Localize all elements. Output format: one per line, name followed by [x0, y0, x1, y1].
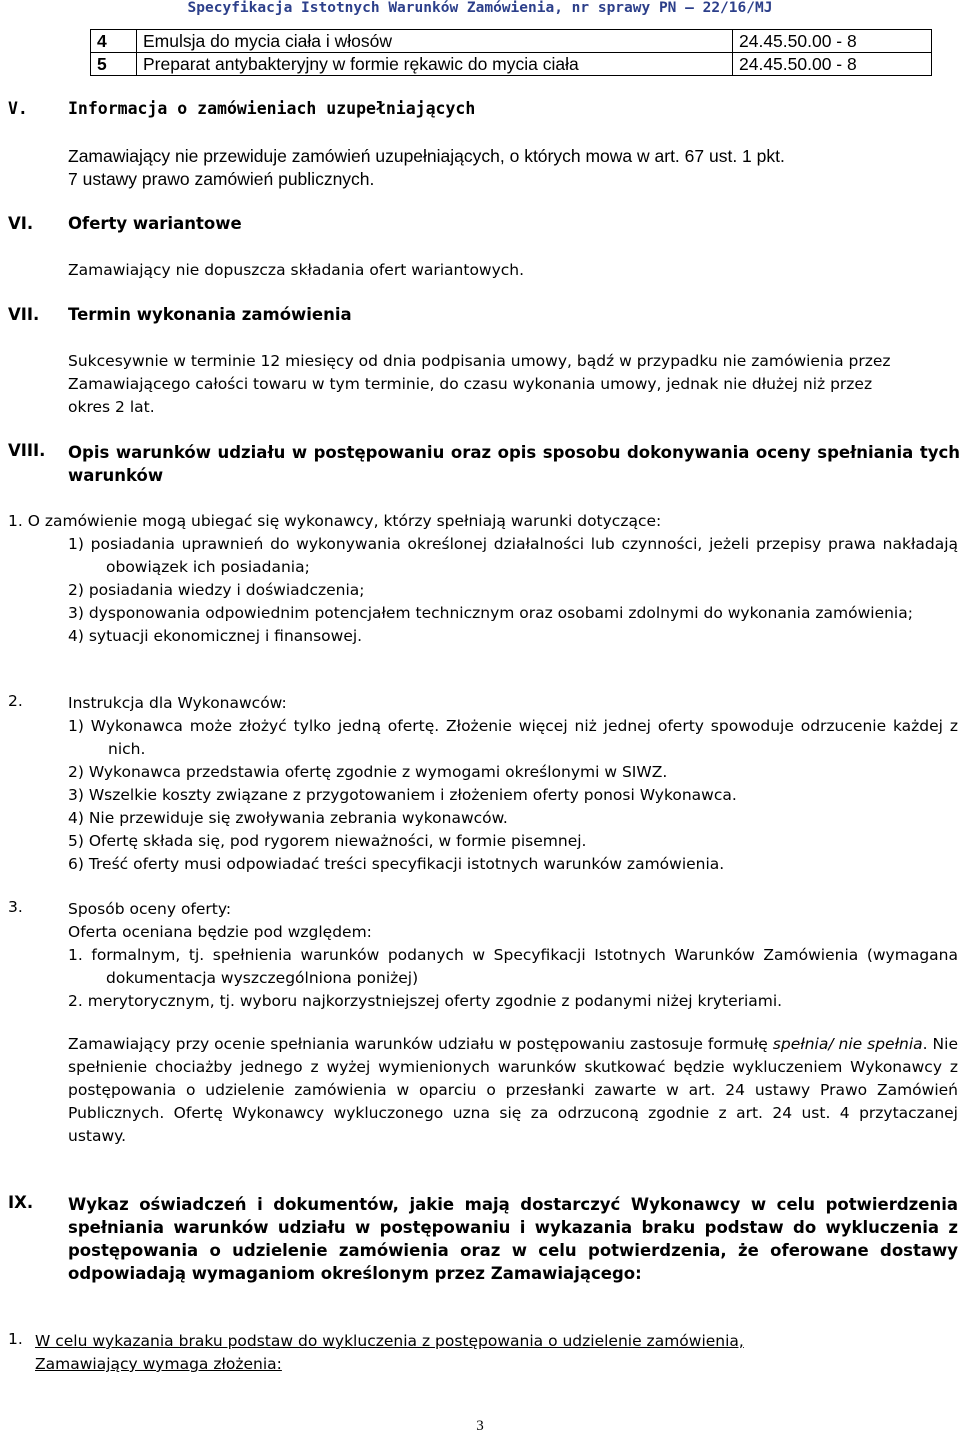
text-part: Zamawiający przy ocenie spełniania warunków udziału w postępowaniu zastosuje formułę: [68, 1035, 768, 1053]
list-item: 6) Treść oferty musi odpowiadać treści specyfikacji istotnych warunków zamówienia.: [68, 855, 725, 873]
section-number: IX.: [8, 1193, 34, 1212]
list-item: 2) posiadania wiedzy i doświadczenia;: [68, 581, 365, 599]
text-line: 7 ustawy prawo zamówień publicznych.: [68, 169, 375, 189]
instructions-list: [68, 715, 958, 876]
list-item: 2) Wykonawca przedstawia ofertę zgodnie z wymogami określonymi w SIWZ.: [68, 763, 668, 781]
paragraph-9-1-text: [35, 1330, 744, 1376]
item-number: 5: [91, 53, 137, 76]
paragraph-3-title: Sposób oceny oferty:: [68, 900, 232, 918]
section-title: Opis warunków udziału w postępowaniu oraz opis sposobu dokonywania oceny spełniania tych warunków: [68, 443, 960, 485]
list-item: 1) posiadania uprawnień do wykonywania określonej działalności lub czynności, jeżeli przepisy prawa nakładają obowiązek ich posiadania;: [68, 535, 958, 576]
text-line: Zamawiający wymaga złożenia:: [35, 1355, 282, 1373]
section-number: VII.: [8, 305, 40, 324]
document-header: Specyfikacja Istotnych Warunków Zamówienia, nr sprawy PN – 22/16/MJ: [187, 0, 773, 16]
table-row: [91, 53, 932, 76]
text-line: W celu wykazania braku podstaw do wykluczenia z postępowania o udzielenie zamówienia,: [35, 1332, 744, 1350]
paragraph-2-title: Instrukcja dla Wykonawców:: [68, 694, 287, 712]
paragraph-2-number: 2.: [8, 692, 23, 710]
text-line: Zamawiający nie przewiduje zamówień uzupełniających, o których mowa w art. 67 ust. 1 pkt.: [68, 146, 785, 166]
item-code: 24.45.50.00 - 8: [733, 53, 932, 76]
item-number: 4: [91, 30, 137, 53]
paragraph-9-1-number: 1.: [8, 1330, 23, 1348]
section-number: VI.: [8, 214, 34, 233]
list-item: 3) dysponowania odpowiednim potencjałem technicznym oraz osobami zdolnymi do wykonania zamówienia;: [68, 604, 913, 622]
list-item: 1. formalnym, tj. spełnienia warunków podanych w Specyfikacji Istotnych Warunków Zamówienia (wymagana dokumentacja wyszczególniona poniżej): [68, 946, 958, 987]
items-table: [90, 29, 932, 76]
item-name: Preparat antybakteryjny w formie rękawic do mycia ciała: [137, 53, 733, 76]
paragraph-3-block: [68, 898, 932, 944]
text-part: . Nie spełnienie chociażby jednego z wyżej wymienionych warunków skutkować będzie wykluczeniem Wykonawcy z postępowania o udzielenie zamówienia w oparciu o przesłanki zawarte w art. 24 ustawy Prawo Zamówień Publicznych. Ofertę Wykonawcy wykluczonego uzna się za odrzuconą zgodnie z art. 24 ust. 4 przytaczanej ustawy.: [68, 1035, 958, 1145]
list-item: 4) Nie przewiduje się zwoływania zebrania wykonawców.: [68, 809, 508, 827]
list-item: 5) Ofertę składa się, pod rygorem nieważności, w formie pisemnej.: [68, 832, 587, 850]
section-title: Oferty wariantowe: [68, 214, 242, 233]
page-number: 3: [476, 1418, 484, 1434]
section-text: Sukcesywnie w terminie 12 miesięcy od dnia podpisania umowy, bądź w przypadku nie zamówienia przez Zamawiającego całości towaru w tym terminie, do czasu wykonania umowy, jednak nie dłużej niż przez okres 2 lat.: [68, 352, 891, 416]
section-title: Informacja o zamówieniach uzupełniających: [68, 99, 476, 118]
section-text: [68, 145, 932, 191]
evaluation-paragraph: [68, 1033, 958, 1148]
evaluation-list: [68, 944, 958, 1013]
section-number: VIII.: [8, 441, 46, 460]
item-name: Emulsja do mycia ciała i włosów: [137, 30, 733, 53]
paragraph-3-sub: Oferta oceniana będzie pod względem:: [68, 923, 372, 941]
section-text: Zamawiający nie dopuszcza składania ofert wariantowych.: [68, 261, 525, 279]
section-number: V.: [8, 99, 28, 118]
paragraph-3-number: 3.: [8, 898, 23, 916]
list-item: 4) sytuacji ekonomicznej i finansowej.: [68, 627, 363, 645]
table-row: [91, 30, 932, 53]
section-title: Wykaz oświadczeń i dokumentów, jakie mają dostarczyć Wykonawcy w celu potwierdzenia spełniania warunków udziału w postępowaniu i wykazania braku podstaw do wykluczenia z postępowania o udzielenie zamówienia oraz w celu potwierdzenia, że oferowane dostawy odpowiadają wymaganiom określonym przez Zamawiającego:: [68, 1195, 958, 1283]
list-item: 1) Wykonawca może złożyć tylko jedną ofertę. Złożenie więcej niż jednej oferty spowoduje odrzucenie każdej z nich.: [68, 717, 958, 758]
list-item: 2. merytorycznym, tj. wyboru najkorzystniejszej oferty zgodnie z podanymi niżej kryteriami.: [68, 992, 783, 1010]
paragraph-1-intro: 1. O zamówienie mogą ubiegać się wykonawcy, którzy spełniają warunki dotyczące:: [8, 512, 662, 530]
section-title: Termin wykonania zamówienia: [68, 305, 352, 324]
italic-formula: spełnia/ nie spełnia: [772, 1035, 923, 1053]
list-item: 3) Wszelkie koszty związane z przygotowaniem i złożeniem oferty ponosi Wykonawca.: [68, 786, 737, 804]
item-code: 24.45.50.00 - 8: [733, 30, 932, 53]
conditions-list: [68, 533, 958, 648]
